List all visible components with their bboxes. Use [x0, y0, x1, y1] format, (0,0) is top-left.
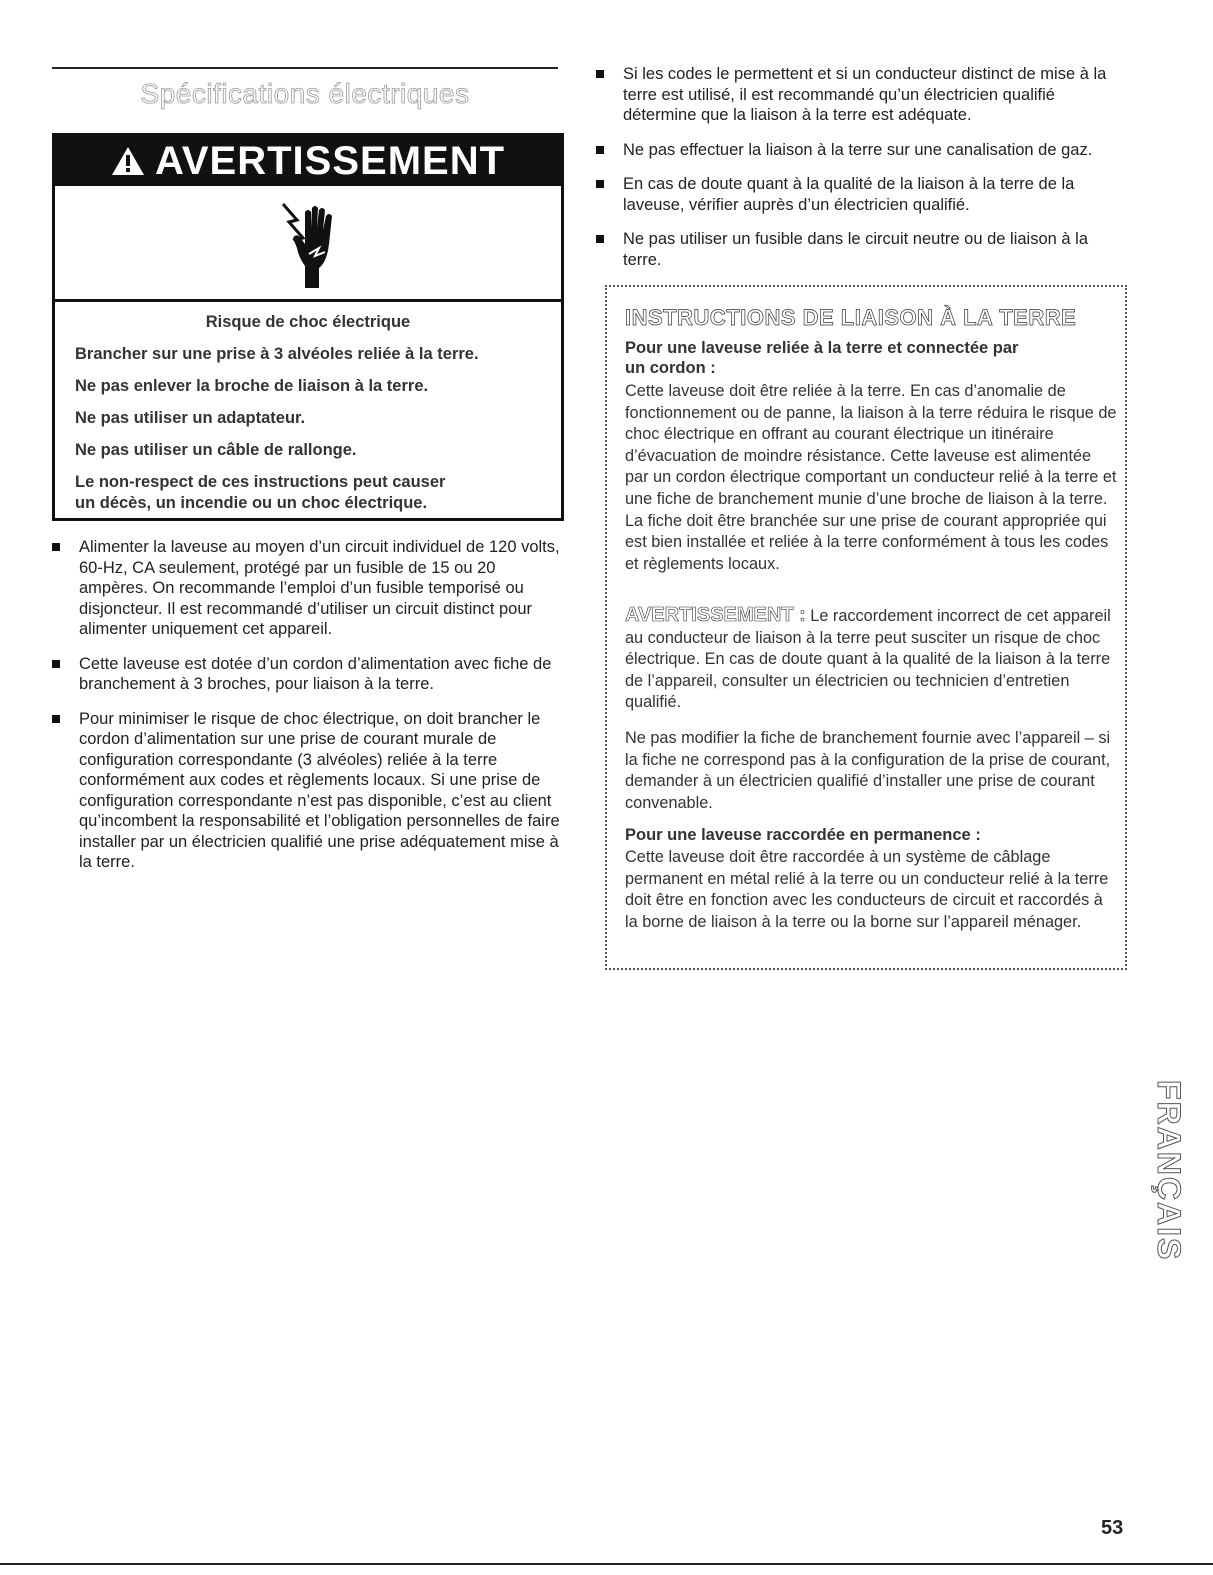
grounding-instructions-box — [605, 285, 1127, 970]
language-side-tab — [1138, 1078, 1192, 1348]
list-item — [596, 174, 1126, 215]
list-item-text: Alimenter la laveuse au moyen d’un circuit individuel de 120 volts, 60-Hz, CA seulement, protégé par un fusible de 15 ou 20 ampères. On recommande l’emploi d’un fusible temporisé ou disjoncteur. Il est recommandé d’utiliser un circuit distinct pour alimenter uniquement cet appareil. — [79, 538, 560, 638]
cord-text: Cette laveuse doit être reliée à la terre. En cas d’anomalie de fonctionnement ou de panne, la liaison à la terre réduira le risque de choc électrique en offrant au courant électrique un itinéraire d’évacuation de moindre résistance. Cette laveuse est alimentée par un cordon électrique comportant un conducteur relié à la terre et une fiche de branchement munie d’une broche de liaison à la terre. La fiche doit être branchée sur une prise de courant appropriée qui est bien installée et reliée à la terre conformément à tous les codes et règlements locaux. — [625, 382, 1117, 573]
list-item-text: Ne pas effectuer la liaison à la terre sur une canalisation de gaz. — [623, 140, 1093, 159]
permanent-heading: Pour une laveuse raccordée en permanence : — [625, 826, 981, 844]
right-bullet-list — [596, 64, 1126, 284]
list-item — [596, 140, 1126, 161]
warning-line: Ne pas enlever la broche de liaison à la terre. — [75, 377, 429, 395]
grounding-title: INSTRUCTIONS DE LIAISON À LA TERRE — [625, 305, 1077, 330]
grounding-warning — [625, 605, 1117, 714]
list-item — [52, 537, 564, 640]
warning-line: Ne pas utiliser un adaptateur. — [75, 409, 306, 427]
list-item-text: Pour minimiser le risque de choc électrique, on doit brancher le cordon d’alimentation sur une prise de courant murale de configuration correspondante (3 alvéoles) reliée à la terre conformément aux codes et règlements locaux. Si une prise de configuration correspondante n’est pas disponible, c’est au client qu’incombent la responsabilité et l’obligation personnelles de faire installer par un électricien qualifié une prise adéquatement mise à la terre. — [79, 709, 560, 871]
electric-shock-hand-icon — [275, 200, 345, 290]
bullet-square-icon — [596, 180, 604, 188]
left-bullet-list — [52, 537, 564, 887]
list-item-text: Cette laveuse est dotée d’un cordon d’alimentation avec fiche de branchement à 3 broches, pour liaison à la terre. — [79, 654, 552, 693]
list-item — [52, 709, 564, 873]
plug-text: Ne pas modifier la fiche de branchement fournie avec l’appareil – si la fiche ne correspond pas à la configuration de la prise de courant, demander à un électricien qualifié d’installer une prise de courant convenable. — [625, 729, 1111, 812]
warning-line: Le non-respect de ces instructions peut causer — [75, 473, 446, 491]
bullet-square-icon — [52, 660, 60, 668]
warning-line: un décès, un incendie ou un choc électrique. — [75, 494, 428, 512]
bullet-square-icon — [596, 70, 604, 78]
cord-heading: Pour une laveuse reliée à la terre et connectée par — [625, 339, 1019, 357]
list-item-text: Si les codes le permettent et si un conducteur distinct de mise à la terre est utilisé, il est recommandé qu’un électricien qualifié détermine que la liaison à la terre est adéquate. — [623, 65, 1107, 124]
warning-box — [52, 133, 564, 521]
warning-image-area — [55, 186, 561, 302]
list-item — [596, 229, 1126, 270]
warning-triangle-icon — [111, 146, 145, 176]
bullet-square-icon — [52, 543, 60, 551]
list-item — [52, 654, 564, 695]
bullet-square-icon — [596, 146, 604, 154]
top-rule — [52, 67, 558, 69]
language-tab-label: FRANÇAIS — [1151, 1080, 1187, 1262]
warning-title: Risque de choc électrique — [205, 313, 411, 331]
page-number: 53 — [1101, 1517, 1124, 1539]
list-item — [596, 64, 1126, 126]
warning-line: Ne pas utiliser un câble de rallonge. — [75, 441, 357, 459]
bottom-rule — [0, 1563, 1213, 1565]
bullet-square-icon — [596, 235, 604, 243]
section-title: Spécifications électriques — [140, 78, 470, 109]
warning-header — [55, 136, 561, 186]
permanent-text: Cette laveuse doit être raccordée à un système de câblage permanent en métal relié à la terre ou un conducteur relié à la terre doit être en fonction avec les conducteurs de circuit et raccordés à la borne de liaison à la terre ou la borne sur l’appareil ménager. — [625, 848, 1109, 931]
warning-line: Brancher sur une prise à 3 alvéoles reliée à la terre. — [75, 345, 479, 363]
grounding-warning-word: AVERTISSEMENT : — [625, 604, 806, 626]
warning-header-label: AVERTISSEMENT — [154, 138, 506, 183]
cord-heading-continued: un cordon : — [625, 359, 716, 377]
list-item-text: En cas de doute quant à la qualité de la liaison à la terre de la laveuse, vérifier auprès d’un électricien qualifié. — [623, 175, 1075, 214]
grounding-warning-text: Le raccordement incorrect de cet appareil au conducteur de liaison à la terre peut susciter un risque de choc électrique. En cas de doute quant à la qualité de la liaison à la terre de l’appareil, consulter un électricien ou technicien d’entretien qualifié. — [625, 607, 1111, 712]
list-item-text: Ne pas utiliser un fusible dans le circuit neutre ou de liaison à la terre. — [623, 230, 1089, 269]
bullet-square-icon — [52, 715, 60, 723]
